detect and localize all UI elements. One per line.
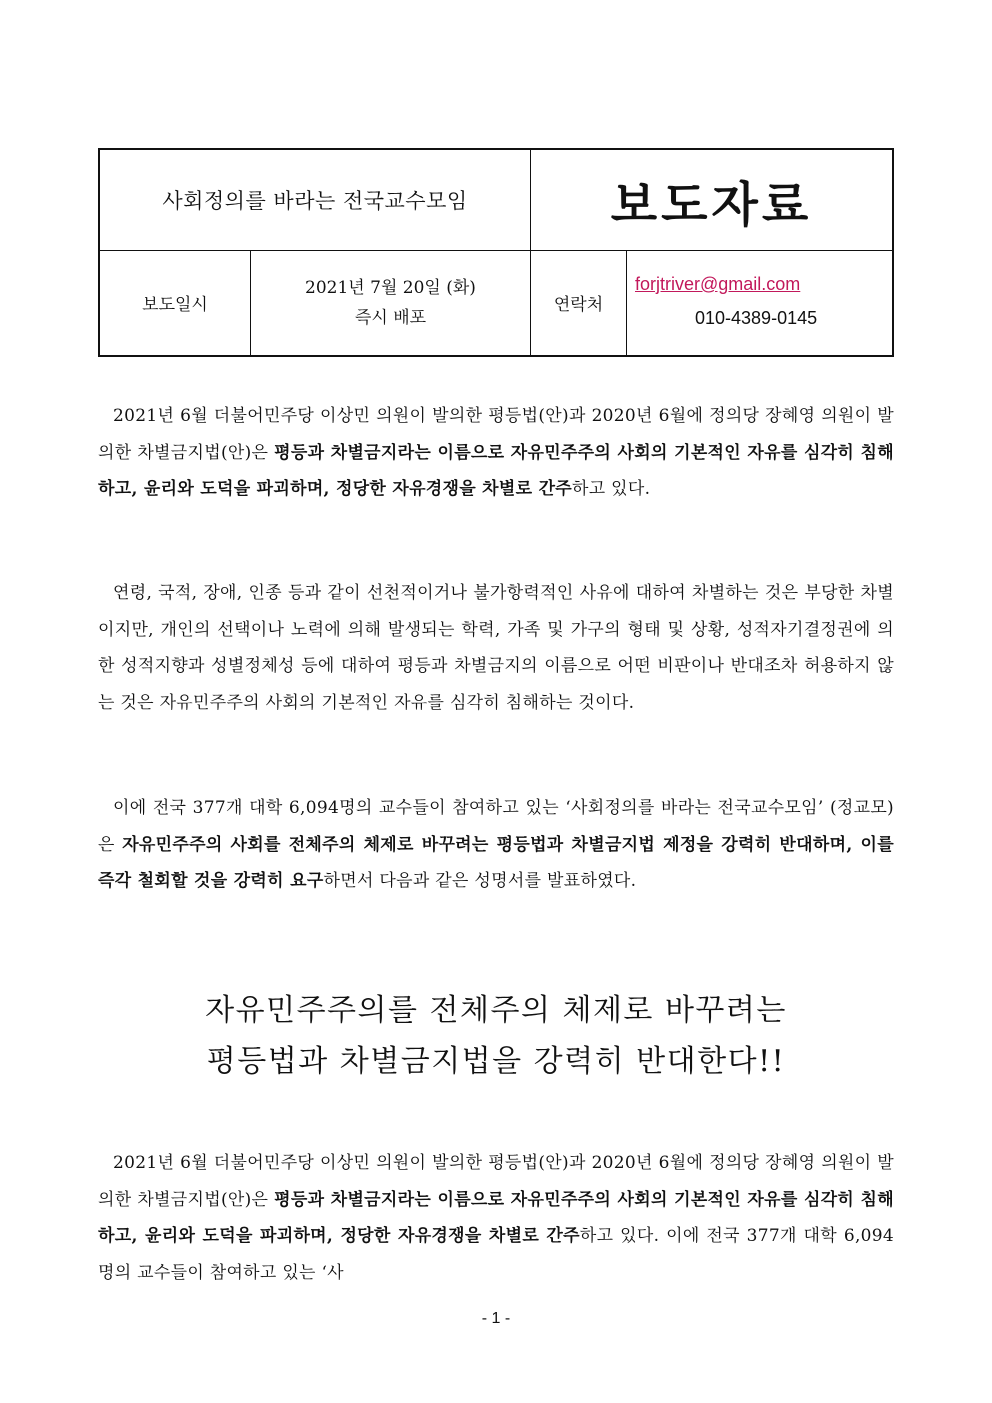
page-number: - 1 -: [481, 1310, 511, 1327]
contact-cell: [627, 250, 892, 355]
press-release-header-table: [98, 148, 894, 357]
paragraph-3-text: 이에 전국 377개 대학 6,094명의 교수들이 참여하고 있는 ‘사회정의를 바라는 전국교수모임’ (정교모)은: [98, 798, 894, 855]
paragraph-1: [98, 398, 894, 508]
paragraph-3-tail: 하면서 다음과 같은 성명서를 발표하였다.: [323, 871, 637, 891]
contact-phone: 010-4389-0145: [695, 308, 818, 328]
header-row-details: [100, 250, 892, 355]
paragraph-2-text: 연령, 국적, 장애, 인종 등과 같이 선천적이거나 불가항력적인 사유에 대하여 차별하는 것은 부당한 차별이지만, 개인의 선택이나 노력에 의해 발생되는 학력, 가족 및 가구의 형태 및 상황, 성적자기결정권에 의한 성적지향과 성별정체성 등에 대하여 평등과 차별금지의 이름으로 어떤 비판이나 반대조차 허용하지 않는 것은 자유민주주의 사회의 기본적인 자유를 심각히 침해하는 것이다.: [98, 583, 894, 713]
paragraph-4-tail: 하고 있다. 이에 전국 377개 대학 6,094명의 교수들이 참여하고 있는 ‘사: [98, 1226, 894, 1283]
statement-title-line-2: 평등법과 차별금지법을 강력히 반대한다!!: [206, 1044, 786, 1079]
paragraph-1-text: 2021년 6월 더불어민주당 이상민 의원이 발의한 평등법(안)과 2020년 6월에 정의당 장혜영 의원이 발의한 차별금지법(안)은: [98, 406, 894, 463]
paragraph-2: [98, 575, 894, 721]
paragraph-1-tail: 하고 있다.: [572, 479, 651, 499]
release-type: 즉시 배포: [354, 307, 427, 328]
paragraph-4: [98, 1145, 894, 1291]
release-date: 2021년 7월 20일 (화): [305, 277, 476, 298]
paragraph-1-bold: 평등과 차별금지라는 이름으로 자유민주주의 사회의 기본적인 자유를 심각히 침해하고, 윤리와 도덕을 파괴하며, 정당한 자유경쟁을 차별로 간주: [98, 442, 894, 499]
paragraph-3-bold: 자유민주주의 사회를 전체주의 체제로 바꾸려는 평등법과 차별금지법 제정을 강력히 반대하며, 이를 즉각 철회할 것을 강력히 요구: [98, 834, 894, 891]
release-date-label: 보도일시: [100, 250, 251, 355]
statement-title-line-1: 자유민주주의를 전체주의 체제로 바꾸려는: [205, 993, 787, 1028]
organization-name: 사회정의를 바라는 전국교수모임: [100, 150, 531, 250]
paragraph-4-bold: 평등과 차별금지라는 이름으로 자유민주주의 사회의 기본적인 자유를 심각히 침해하고, 윤리와 도덕을 파괴하며, 정당한 자유경쟁을 차별로 간주: [98, 1189, 894, 1246]
paragraph-4-text: 2021년 6월 더불어민주당 이상민 의원이 발의한 평등법(안)과 2020년 6월에 정의당 장혜영 의원이 발의한 차별금지법(안)은: [98, 1153, 894, 1210]
contact-label: 연락처: [531, 250, 627, 355]
press-release-title: 보도자료: [610, 176, 813, 233]
release-date-cell: [251, 250, 531, 355]
header-row-title: [100, 150, 892, 251]
paragraph-3: [98, 790, 894, 900]
contact-email-link[interactable]: forjtriver@gmail.com: [635, 274, 801, 294]
